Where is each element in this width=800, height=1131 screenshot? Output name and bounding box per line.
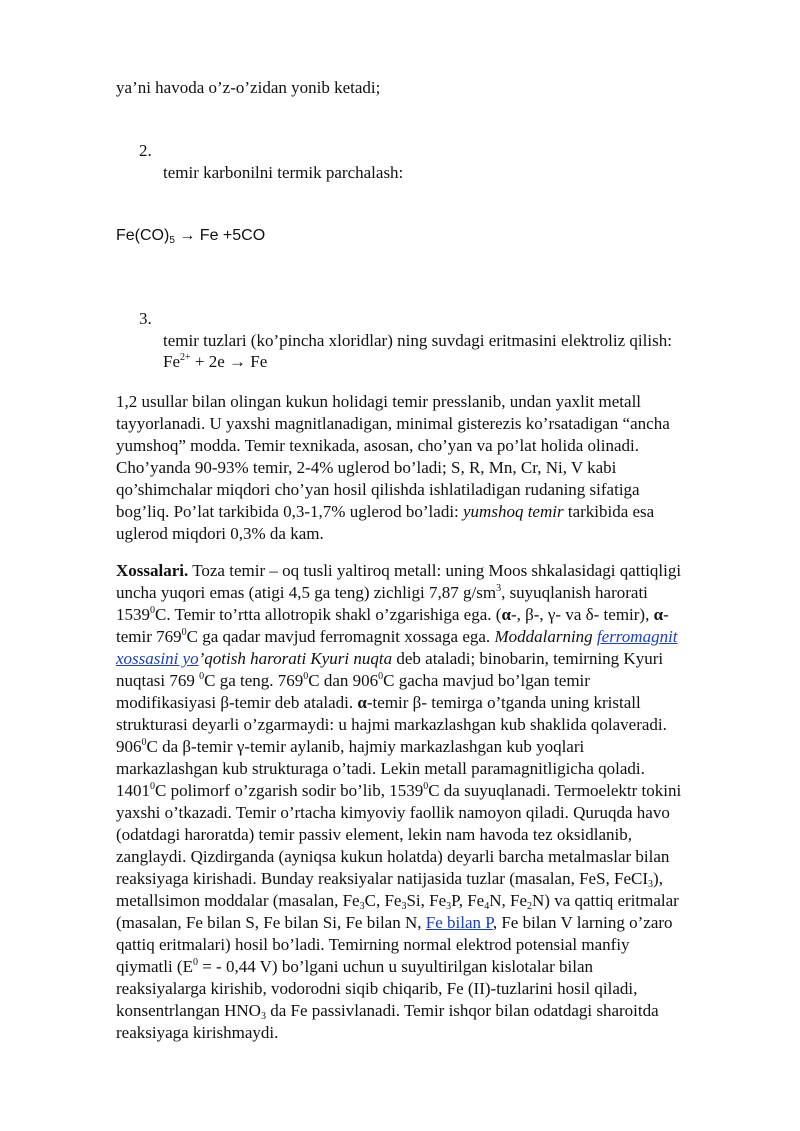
text-line: $906^0C$ da β-temir γ-temir aylanib, hajmiy markazlashgan kub yoqlari [116, 737, 585, 756]
text-line: konsentrlangan $HNO_3$ da Fe passivlanadi. Temir ishqor bilan odatdagi sharoitda [116, 1001, 659, 1022]
text-line: nuqtasi 769 $^0$C ga teng. $769^0C$ dan $906^0C$ gacha mavjud bo’lgan temir [116, 671, 590, 690]
text-line: qattiq eritmalari) hosil bo’ladi. Temirning normal elektrod potensial manfiy [116, 935, 630, 954]
text-line: uncha yuqori emas (atigi 4,5 ga teng) zichligi 7,87 $g/sm^3$, suyuqlanish harorati [116, 583, 648, 602]
text-line: temir $769^0C$ ga qadar mavjud ferromagnit xossaga ega. Moddalarning ferromagnit [116, 627, 678, 646]
text-line: (masalan, Fe bilan S, Fe bilan Si, Fe bilan N, Fe bilan P, Fe bilan V larning o’zaro [116, 913, 673, 932]
text-line: reaksiyaga kirishmaydi. [116, 1023, 279, 1042]
list-item-3-text: temir tuzlari (ko’pincha xloridlar) ning suvdagi eritmasini elektroliz qilish: [163, 331, 672, 350]
text-line: yaxshi o’tkazadi. Temir o’rtacha kimyoviy faollik namoyon qiladi. Quruqda havo [116, 803, 670, 822]
text-line: strukturasi deyarli o’zgarmaydi: u hajmi markazlashgan kub shaklida qolaveradi. [116, 715, 667, 734]
link-fe-bilan-p[interactable]: Fe bilan P [425, 913, 493, 932]
text-line: 1539$^0$C. Temir to’rtta allotropik shakl o’zgarishiga ega. (α-, β-, γ- va δ- temir), α- [116, 605, 669, 624]
ion: Fe [163, 352, 180, 371]
text-line: modifikasiyasi β-temir deb ataladi. α-temir β- temirga o’tganda uning kristall [116, 693, 641, 712]
section-heading: Xossalari. [116, 561, 189, 580]
text-line: xossasini yo’qotish harorati Kyuri nuqta deb ataladi; binobarin, temirning Kyuri [116, 649, 664, 668]
link-ferromagnit[interactable]: ferromagnit [596, 627, 678, 646]
text-line: zanglaydi. Qizdirganda (ayniqsa kukun holatda) deyarli barcha metalmaslar bilan [116, 847, 670, 866]
text-line: Cho’yanda 90-93% temir, 2-4% uglerod bo’ladi; S, R, Mn, Cr, Ni, V kabi [116, 458, 617, 477]
electrolysis-equation [163, 351, 267, 372]
text-line: yumshoq” modda. Temir texnikada, asosan, cho’yan va po’lat holida olinadi. [116, 436, 640, 455]
text-line: uglerod miqdori 0,3% da kam. [116, 524, 324, 543]
arrow: → [179, 227, 196, 244]
list-number-3: 3. [139, 309, 152, 328]
reactant: Fe(CO) [116, 227, 170, 244]
text-line: 1,2 usullar bilan olingan kukun holidagi temir presslanib, undan yaxlit metall [116, 392, 642, 411]
paragraph-production [116, 391, 756, 545]
intro-line: ya’ni havoda o’z-o’zidan yonib ketadi; [116, 78, 381, 97]
product: Fe [250, 352, 268, 371]
text-line: qo’shimchalar miqdori cho’yan hosil qilishda ishlatiladigan rudaning sifatiga [116, 480, 640, 499]
text-line: metallsimon moddalar (masalan, $Fe_3C$, $Fe_3Si$, $Fe_3P$, $Fe_4N$, $Fe_2N$) va qattiq eritmalar [116, 891, 679, 912]
text-line: 1401$^0$C polimorf o’zgarish sodir bo’lib, 1539$^0$C da suyuqlanadi. Termoelektr tokini [116, 781, 682, 800]
ion-charge: 2+ [180, 352, 191, 363]
text-line: Xossalari. Toza temir – oq tusli yaltiroq metall: uning Moos shkalasidagi qattiqligi [116, 561, 682, 580]
text-line: markazlashgan kub strukturaga o’tadi. Lekin metall paramagnitligicha qoladi. [116, 759, 645, 778]
reactant-subscript: 5 [169, 235, 175, 246]
text-line: qiymatli ($E^0$ = - 0,44 V) bo’lgani uchun u suyultirilgan kislotalar bilan [116, 957, 593, 976]
reaction-carbonyl [116, 225, 265, 246]
text-line: reaksiyalarga kirishib, vodorodni siqib chiqarib, Fe (II)-tuzlarini hosil qiladi, [116, 979, 638, 998]
text-line: reaksiyaga kirishadi. Bunday reaksiyalar natijasida tuzlar (masalan, FeS, FeCI$_3$), [116, 869, 663, 890]
text-line: (odatdagi haroratda) temir passiv element, lekin nam havoda tez oksidlanib, [116, 825, 632, 844]
list-number-2: 2. [139, 141, 152, 160]
link-xossasini[interactable]: xossasini yo [116, 649, 199, 668]
paragraph-properties [116, 560, 756, 1044]
list-item-2-text: temir karbonilni termik parchalash: [163, 163, 404, 182]
text-line: tayyorlanadi. U yaxshi magnitlanadigan, minimal gisterezis ko’rsatadigan “ancha [116, 414, 670, 433]
arrow: → [229, 352, 247, 371]
italic-term: yumshoq temir [463, 502, 564, 521]
electrons: + 2e [190, 352, 225, 371]
text-line: bog’liq. Po’lat tarkibida 0,3-1,7% uglerod bo’ladi: yumshoq temir tarkibida esa [116, 502, 655, 521]
products: Fe +5CO [199, 227, 266, 244]
